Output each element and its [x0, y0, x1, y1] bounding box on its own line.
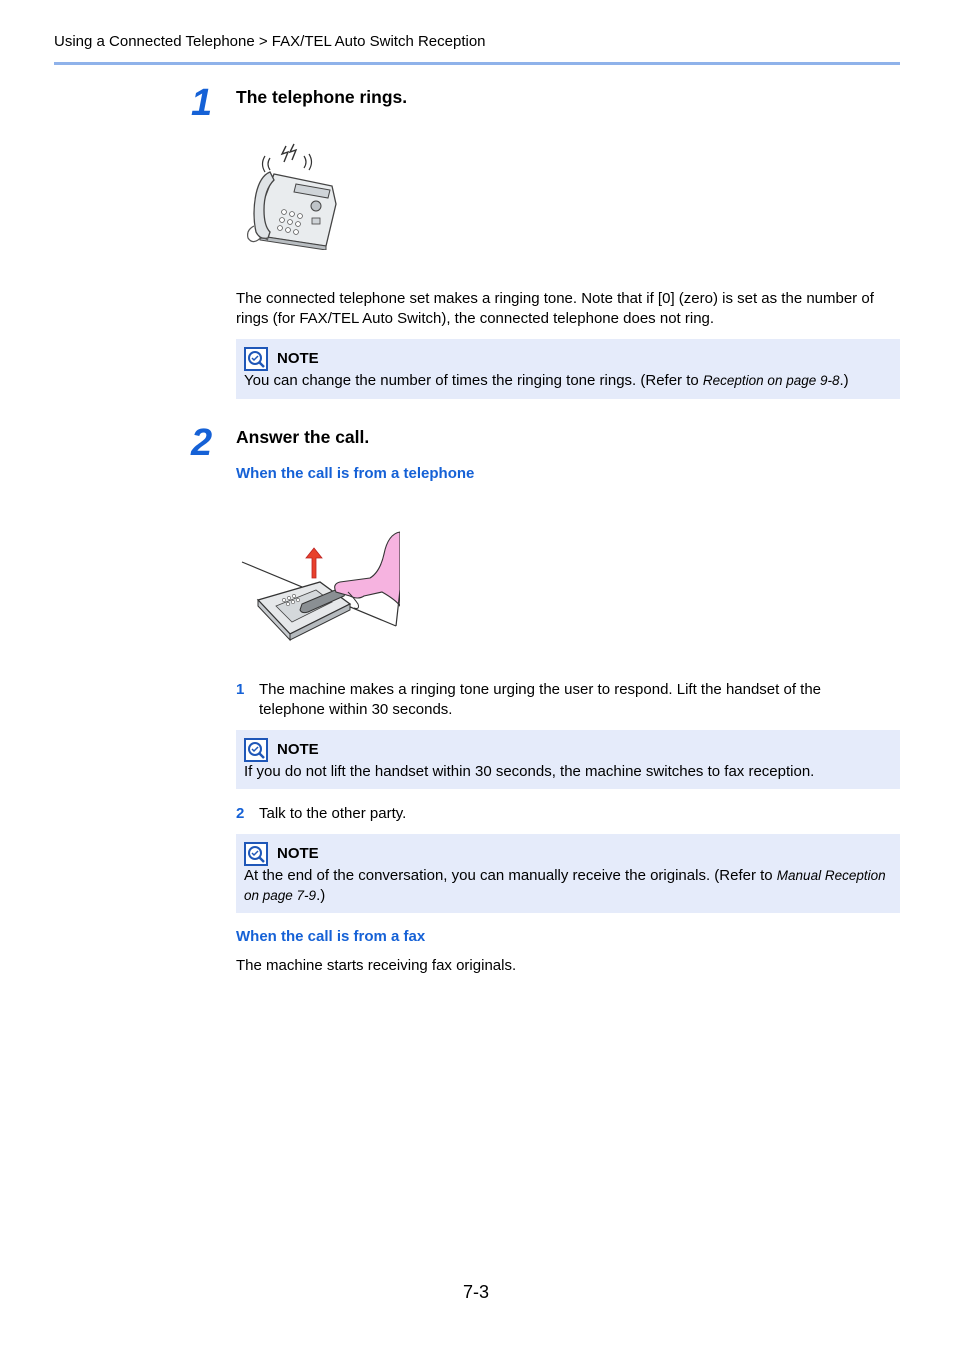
note-label: NOTE	[277, 741, 319, 758]
header-divider	[54, 62, 900, 65]
fax-reception-description: The machine starts receiving fax originals.	[236, 957, 517, 974]
note-icon	[244, 738, 268, 762]
subheading-call-from-telephone: When the call is from a telephone	[236, 465, 475, 482]
list-item-talk: Talk to the other party.	[259, 805, 407, 822]
note-label: NOTE	[277, 845, 319, 862]
note-box-fax-switch	[236, 730, 900, 789]
cross-reference-link[interactable]: Reception on page 9-8	[702, 373, 840, 388]
note-icon	[244, 347, 268, 371]
cross-reference-link[interactable]: Manual Reception on page 7-9	[244, 868, 886, 903]
note-box-ring-count	[236, 339, 900, 399]
step-number-1: 1	[191, 82, 213, 124]
list-item-lift-handset: The machine makes a ringing tone urging the user to respond. Lift the handset of the telephone within 30 seconds.	[259, 681, 822, 718]
note-box-manual-reception	[236, 834, 900, 913]
note-icon	[244, 842, 268, 866]
step-1-description: The connected telephone set makes a ringing tone. Note that if [0] (zero) is set as the number of rings (for FAX/TEL Auto Switch), the connected telephone does not ring.	[236, 290, 874, 327]
breadcrumb: Using a Connected Telephone > FAX/TEL Auto Switch Reception	[54, 33, 486, 50]
step-number-2: 2	[191, 422, 213, 464]
list-number-1: 1	[236, 681, 245, 698]
note-text: You can change the number of times the ringing tone rings. (Refer to Reception on page 9-8.)	[244, 372, 849, 389]
step-2-title: Answer the call.	[236, 427, 370, 447]
ringing-telephone-illustration	[240, 140, 340, 250]
step-1-title: The telephone rings.	[236, 87, 408, 107]
note-label: NOTE	[277, 350, 319, 367]
note-text: If you do not lift the handset within 30 seconds, the machine switches to fax reception.	[244, 763, 815, 780]
note-text: At the end of the conversation, you can manually receive the originals. (Refer to Manual Reception on page 7-9.)	[244, 867, 886, 904]
page-number: 7-3	[463, 1282, 490, 1302]
list-number-2: 2	[236, 805, 245, 822]
subheading-call-from-fax: When the call is from a fax	[236, 928, 426, 945]
lift-handset-illustration	[240, 530, 400, 642]
